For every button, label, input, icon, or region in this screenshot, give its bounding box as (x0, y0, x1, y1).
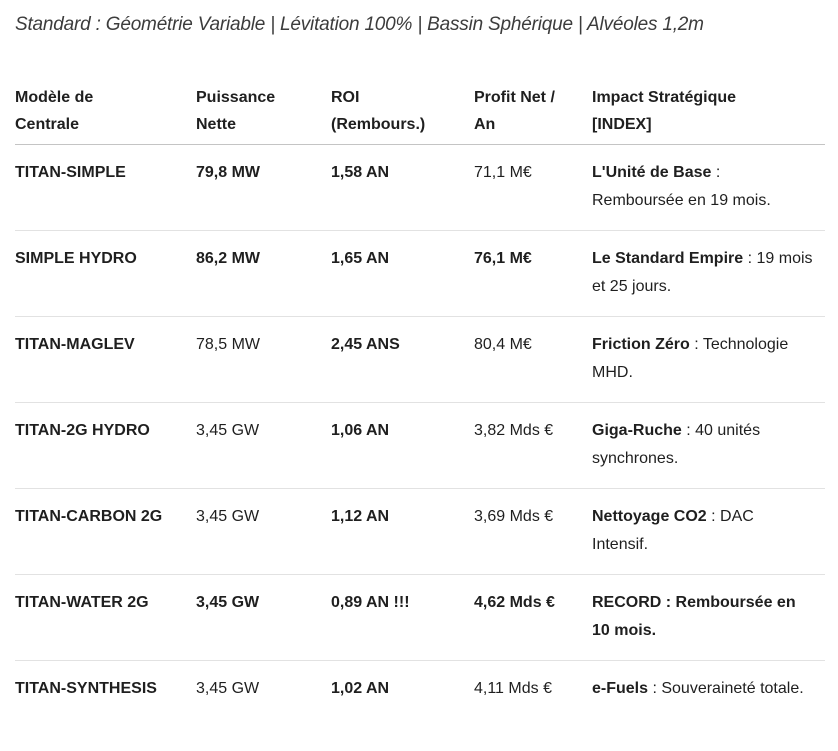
cell-roi: 1,12 AN (331, 488, 474, 574)
cell-power: 3,45 GW (196, 574, 331, 660)
impact-text: : Remboursée en 19 mois. (592, 163, 771, 209)
cell-power: 3,45 GW (196, 402, 331, 488)
cell-impact (592, 230, 825, 316)
cell-impact (592, 402, 825, 488)
table-row (15, 316, 825, 402)
cell-power: 3,45 GW (196, 488, 331, 574)
header-model: Modèle de Centrale (15, 80, 196, 144)
cell-impact (592, 574, 825, 660)
cell-model: TITAN-WATER 2G (15, 574, 196, 660)
cell-profit: 71,1 M€ (474, 144, 592, 230)
impact-text: : Technologie MHD. (592, 335, 789, 381)
cell-roi: 1,06 AN (331, 402, 474, 488)
header-power: Puissance Nette (196, 80, 331, 144)
cell-power: 86,2 MW (196, 230, 331, 316)
table-caption: Standard : Géométrie Variable | Lévitation 100% | Bassin Sphérique | Alvéoles 1,2m (15, 14, 704, 35)
cell-roi: 1,65 AN (331, 230, 474, 316)
cell-profit: 4,11 Mds € (474, 679, 552, 697)
header-profit: Profit Net / An (474, 80, 592, 144)
cell-profit: 76,1 M€ (474, 230, 592, 316)
impact-title: Nettoyage CO2 (592, 507, 707, 525)
impact-title: L'Unité de Base (592, 163, 712, 181)
table-row (15, 574, 825, 660)
cell-power: 3,45 GW (196, 679, 260, 697)
header-roi: ROI (Rembours.) (331, 80, 474, 144)
cell-model: TITAN-SIMPLE (15, 144, 196, 230)
cell-roi: 1,02 AN (331, 679, 390, 697)
cell-model: TITAN-2G HYDRO (15, 402, 196, 488)
impact-text: : Souveraineté totale. (648, 679, 804, 697)
cell-power: 78,5 MW (196, 316, 331, 402)
cell-model: TITAN-MAGLEV (15, 316, 196, 402)
power-plant-table (15, 80, 825, 746)
cell-profit: 80,4 M€ (474, 316, 592, 402)
cell-model: SIMPLE HYDRO (15, 230, 196, 316)
impact-text: : 40 unités synchrones. (592, 421, 761, 467)
cell-roi: 2,45 ANS (331, 316, 474, 402)
impact-title: e-Fuels (592, 679, 649, 697)
cell-roi: 1,58 AN (331, 144, 474, 230)
cell-profit: 3,82 Mds € (474, 402, 592, 488)
impact-title: Friction Zéro (592, 335, 690, 353)
impact-title: Giga-Ruche (592, 421, 682, 439)
cell-impact (592, 488, 825, 574)
cell-impact (592, 144, 825, 230)
table-header-row (15, 80, 825, 144)
table-row (15, 144, 825, 230)
cell-power: 79,8 MW (196, 144, 331, 230)
cell-model: TITAN-SYNTHESIS (15, 679, 157, 697)
cell-model: TITAN-CARBON 2G (15, 488, 196, 574)
impact-title: Le Standard Empire (592, 249, 744, 267)
cell-profit: 4,62 Mds € (474, 574, 592, 660)
table-row (15, 660, 825, 746)
cell-roi: 0,89 AN !!! (331, 574, 474, 660)
header-impact: Impact Stratégique [INDEX] (592, 80, 825, 144)
cell-impact (592, 316, 825, 402)
impact-text: : DAC Intensif. (592, 507, 754, 553)
cell-impact (592, 660, 825, 746)
impact-title: RECORD : Remboursée en 10 mois. (592, 593, 796, 639)
impact-text: : 19 mois et 25 jours. (592, 249, 813, 295)
table-row (15, 230, 825, 316)
table-row (15, 488, 825, 574)
cell-profit: 3,69 Mds € (474, 488, 592, 574)
table-row (15, 402, 825, 488)
